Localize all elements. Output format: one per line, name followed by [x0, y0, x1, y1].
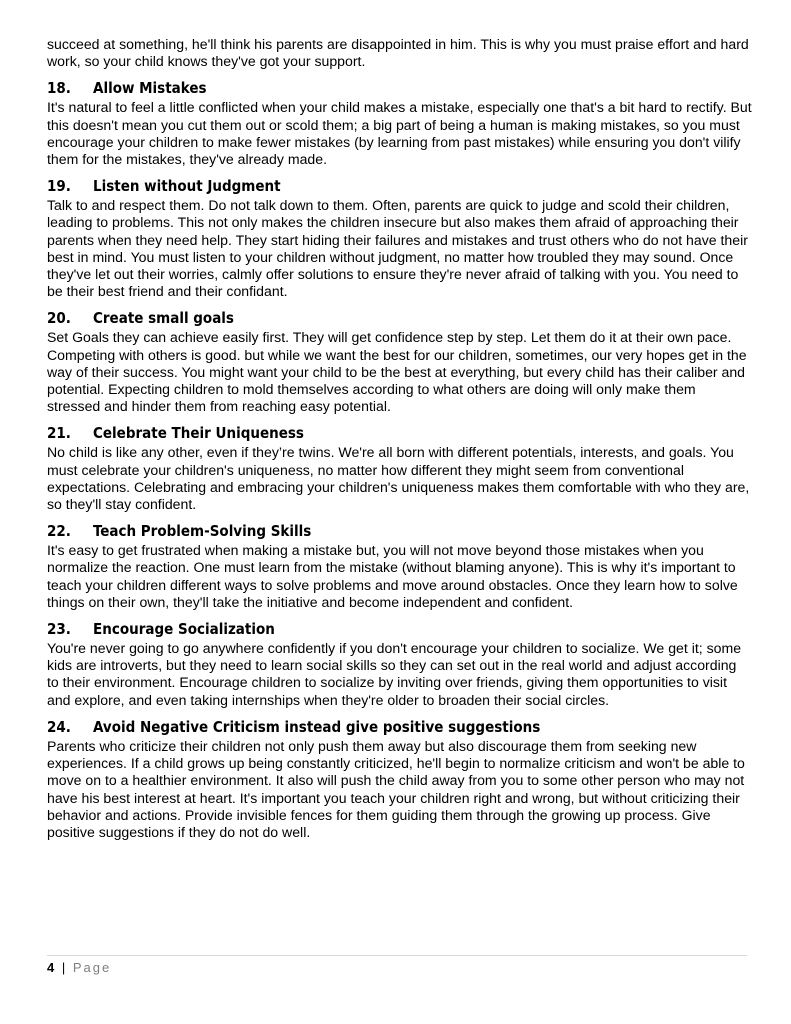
section-number: 23.	[47, 620, 71, 639]
section-number: 20.	[47, 309, 71, 328]
section-number: 18.	[47, 79, 71, 98]
section-heading	[47, 424, 752, 443]
section-heading	[47, 309, 752, 328]
section-title: Encourage Socialization	[93, 620, 275, 639]
section-heading	[47, 718, 752, 737]
footer-separator: |	[61, 960, 66, 975]
section-number: 19.	[47, 177, 71, 196]
section-title: Avoid Negative Criticism instead give positive suggestions	[93, 717, 541, 736]
section-body: It's natural to feel a little conflicted when your child makes a mistake, especially one that's a bit hard to rectify. But this doesn't mean you cut them out or scold them; a big part of being a human is making mistakes, so you must encourage your children to make fewer mistakes (by learning from past mistakes) while ensuring you don't vilify them for the mistakes, they've already made.	[47, 99, 752, 168]
section-title: Celebrate Their Uniqueness	[93, 424, 304, 443]
section-body: Talk to and respect them. Do not talk down to them. Often, parents are quick to judge and scold their children, leading to problems. This not only makes the children insecure but also makes them afraid of approaching their parents when they need help. They start hiding their failures and mistakes and trust others who do not have their best in mind. You must listen to your children without judgment, no matter how troubled they may sound. Once they've let out their worries, calmly offer solutions to ensure they're never afraid of talking with you. You need to be their best friend and their confidant.	[47, 197, 748, 300]
section-heading	[47, 522, 752, 541]
section-title: Allow Mistakes	[93, 79, 207, 98]
section-24	[47, 718, 752, 841]
section-22	[47, 522, 752, 611]
section-title: Teach Problem-Solving Skills	[93, 522, 312, 541]
section-body: No child is like any other, even if they’re twins. We're all born with different potentials, interests, and goals. You must celebrate your children's uniqueness, no matter how different they might seem from conventional expectations. Celebrating and embracing your children's uniqueness makes them comfortable with who they are, so they'll stay confident.	[47, 444, 750, 513]
section-body: It's easy to get frustrated when making a mistake but, you will not move beyond those mistakes when you normalize the reaction. One must learn from the mistake (without blaming anyone). This is why it's important to teach your children different ways to solve problems and move around obstacles. Once they learn how to solve things on their own, they'll take the initiative and become independent and confident.	[47, 542, 738, 610]
page-label: Page	[72, 960, 112, 975]
section-heading	[47, 620, 752, 639]
section-body: You're never going to go anywhere confidently if you don't encourage your children to socialize. We get it; some kids are introverts, but they need to learn social skills so they can set out in the real world and adjust according to their environment. Encourage children to socialize by inviting over friends, giving them opportunities to visit and explore, and even taking internships when they're older to broaden their social circles.	[47, 640, 742, 708]
section-title: Create small goals	[93, 309, 234, 328]
intro-paragraph: succeed at something, he'll think his parents are disappointed in him. This is why you must praise effort and hard work, so your child knows they've got your support.	[47, 36, 749, 70]
section-number: 21.	[47, 424, 71, 443]
section-18	[47, 79, 752, 168]
section-heading	[47, 177, 752, 196]
section-body: Parents who criticize their children not only push them away but also discourage them from seeking new experiences. If a child grows up being constantly criticized, he'll begin to normalize criticism and won't be able to move on to a healthier environment. It also will push the child away from you to some other person who may not have his best interest at heart. It's important you teach your children right and wrong, but without criticizing their behavior and actions. Provide invisible fences for them guiding them through the growing up process. Give positive suggestions if they do not do well.	[47, 737, 745, 840]
page-number: 4	[47, 960, 55, 975]
section-heading	[47, 79, 752, 98]
section-body: Set Goals they can achieve easily first. They will get confidence step by step. Let them do it at their own pace. Competing with others is good. but while we want the best for our children, sometimes, our very hopes get in the way of their success. You might want your child to be the best at everything, but every child has their caliber and potential. Expecting children to mold themselves according to what others are doing will only make them stressed and hinder them from reaching easy potential.	[47, 329, 747, 415]
section-title: Listen without Judgment	[93, 177, 281, 196]
section-20	[47, 309, 752, 415]
section-number: 24.	[47, 717, 71, 736]
section-23	[47, 620, 752, 709]
section-number: 22.	[47, 522, 71, 541]
section-19	[47, 177, 752, 300]
page-content	[47, 36, 752, 841]
page-footer	[47, 955, 747, 975]
section-21	[47, 424, 752, 513]
